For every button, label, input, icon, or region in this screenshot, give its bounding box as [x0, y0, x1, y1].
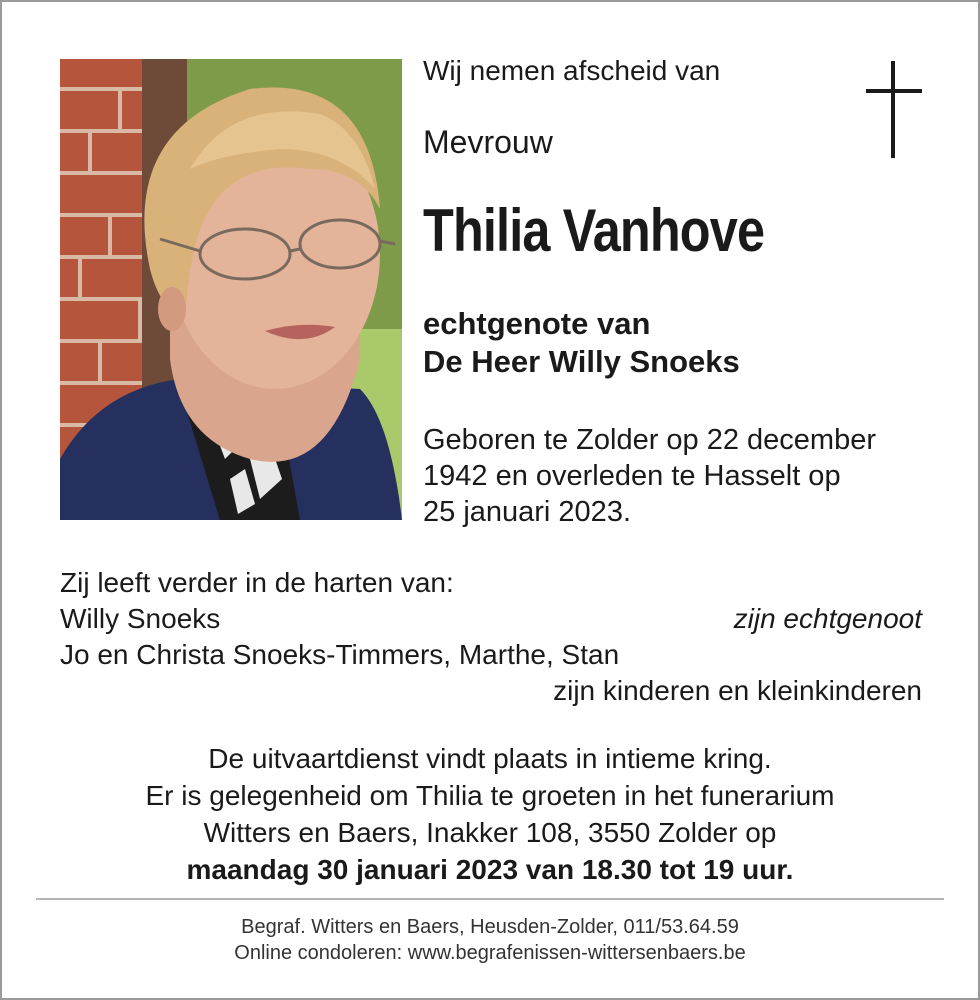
spouse-line-1: echtgenote van	[423, 306, 651, 341]
intro-text: Wij nemen afscheid van	[423, 55, 721, 86]
survivor-name: Willy Snoeks	[60, 603, 221, 634]
survivor-name: Jo en Christa Snoeks-Timmers, Marthe, Stan	[60, 639, 620, 670]
spouse-block	[423, 305, 740, 381]
service-datetime: maandag 30 januari 2023 van 18.30 tot 19 uur.	[186, 854, 794, 885]
survivor-relation: zijn echtgenoot	[733, 603, 922, 634]
spouse-line-2: De Heer Willy Snoeks	[423, 344, 740, 379]
service-line-2: Er is gelegenheid om Thilia te groeten in het funerarium	[145, 780, 835, 811]
birth-line-2: 1942 en overleden te Hasselt op	[423, 460, 841, 492]
salutation: Mevrouw	[423, 124, 553, 160]
service-block	[40, 740, 940, 888]
service-line-1: De uitvaartdienst vindt plaats in intieme kring.	[208, 743, 772, 774]
survivor-entry	[60, 601, 922, 637]
divider	[36, 898, 944, 900]
funeral-home-line: Begraf. Witters en Baers, Heusden-Zolder, 011/53.64.59	[241, 916, 739, 938]
service-line-3: Witters en Baers, Inakker 108, 3550 Zolder op	[203, 817, 777, 848]
birth-line-1: Geboren te Zolder op 22 december	[423, 424, 876, 456]
birth-death-block	[423, 422, 943, 530]
survivor-entry	[60, 637, 922, 673]
survivors-block	[60, 565, 922, 709]
survivor-entry-relation-row	[60, 673, 922, 709]
footer	[40, 914, 940, 966]
cross-icon	[866, 61, 922, 158]
survivors-heading: Zij leeft verder in de harten van:	[60, 567, 454, 598]
condolence-line: Online condoleren: www.begrafenissen-wittersenbaers.be	[234, 942, 746, 964]
deceased-name: Thilia Vanhove	[423, 197, 765, 264]
survivor-relation: zijn kinderen en kleinkinderen	[553, 675, 922, 706]
portrait-photo	[60, 59, 402, 520]
birth-line-3: 25 januari 2023.	[423, 496, 631, 528]
